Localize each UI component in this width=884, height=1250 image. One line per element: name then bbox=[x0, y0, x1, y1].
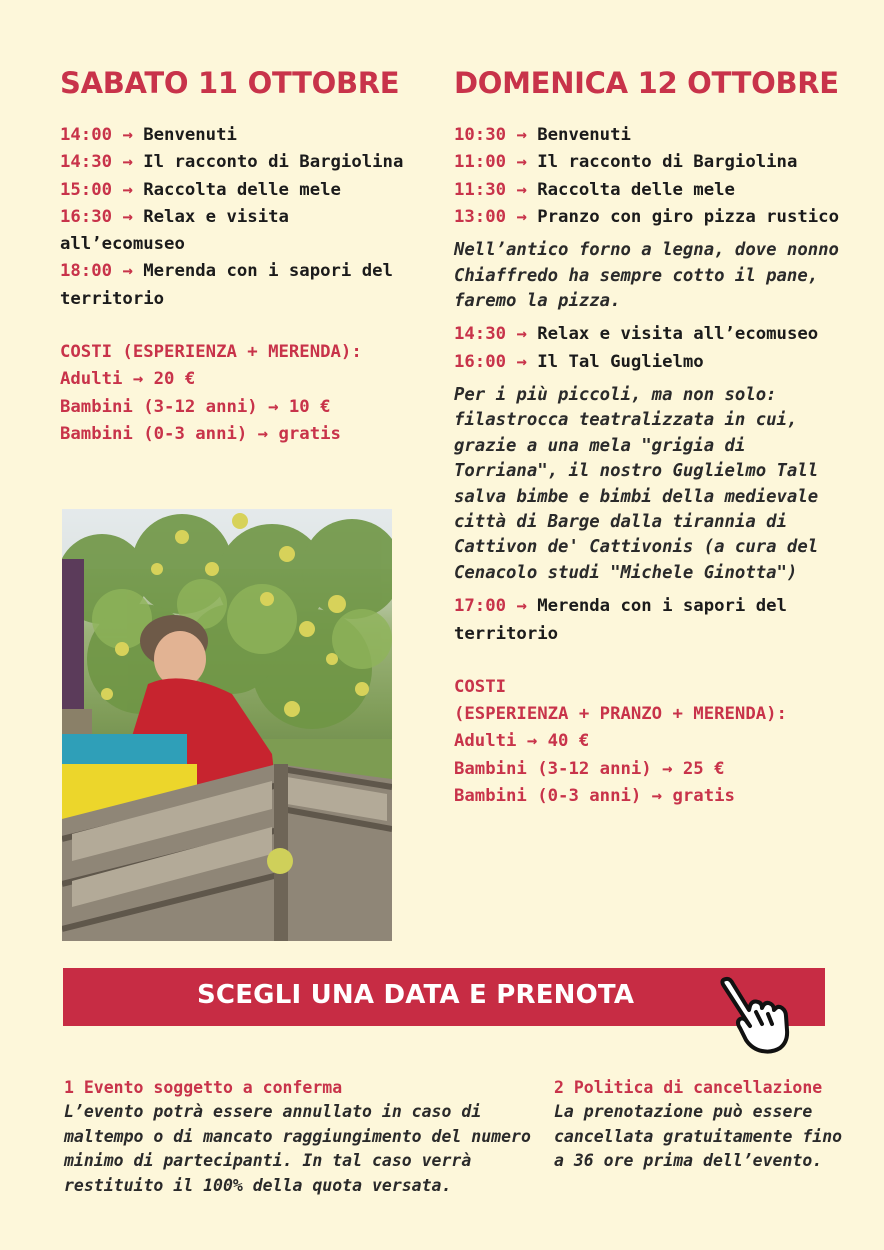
sunday-column bbox=[454, 66, 854, 810]
booking-banner-label[interactable]: SCEGLI UNA DATA E PRENOTA bbox=[197, 980, 635, 1010]
schedule-item: 15:00 → Raccolta delle mele bbox=[60, 179, 341, 200]
schedule-item: 14:30 → Relax e visita all’ecomuseo bbox=[454, 324, 819, 345]
pointing-hand-icon[interactable] bbox=[716, 976, 802, 1054]
schedule-item: 14:00 → Benvenuti bbox=[60, 125, 237, 145]
cost-line: Bambini (0-3 anni) → gratis bbox=[454, 786, 735, 807]
schedule-item: 10:30 → Benvenuti bbox=[454, 125, 631, 145]
saturday-costs bbox=[60, 339, 410, 448]
costs-heading-detail: (ESPERIENZA + PRANZO + MERENDA): bbox=[454, 704, 787, 725]
guglielmo-note: Per i più piccoli, ma non solo: filastrocca teatralizzata in cui, grazie a una mela "grigia di Torriana", il nostro Guglielmo Tall salva bimbe e bimbi della medievale città di Barge dalla tirannia di Cattivon de' Cattivonis (a cura del Cenacolo studi "Michele Ginotta") bbox=[454, 385, 819, 583]
schedule-item: 16:00 → Il Tal Guglielmo bbox=[454, 351, 704, 372]
event-confirmation-title: 1 Evento soggetto a conferma bbox=[64, 1078, 343, 1097]
schedule-item: 11:00 → Il racconto di Bargiolina bbox=[454, 152, 798, 173]
apple-harvest-photo bbox=[62, 509, 392, 941]
cost-line: Adulti → 40 € bbox=[454, 731, 590, 752]
schedule-item: 13:00 → Pranzo con giro pizza rustico bbox=[454, 206, 839, 227]
schedule-item: 17:00 → Merenda con i sapori del territorio bbox=[454, 596, 787, 644]
cancellation-policy-title: 2 Politica di cancellazione bbox=[554, 1078, 823, 1097]
event-confirmation-note bbox=[64, 1076, 544, 1198]
cancellation-policy-body: La prenotazione può essere cancellata gratuitamente fino a 36 ore prima dell’evento. bbox=[554, 1102, 843, 1170]
sunday-title: DOMENICA 12 OTTOBRE bbox=[454, 66, 839, 100]
pizza-note: Nell’antico forno a legna, dove nonno Chiaffredo ha sempre cotto il pane, faremo la pizza. bbox=[454, 240, 839, 311]
schedule-item: 11:30 → Raccolta delle mele bbox=[454, 179, 735, 200]
schedule-item: 14:30 → Il racconto di Bargiolina bbox=[60, 152, 404, 173]
photo-illustration bbox=[62, 509, 392, 941]
cost-line: Bambini (0-3 anni) → gratis bbox=[60, 423, 341, 444]
cost-line: Bambini (3-12 anni) → 10 € bbox=[60, 396, 331, 417]
cost-line: Adulti → 20 € bbox=[60, 369, 196, 390]
costs-heading: COSTI bbox=[454, 676, 507, 697]
event-confirmation-body: L’evento potrà essere annullato in caso di maltempo o di mancato raggiungimento del numero minimo di partecipanti. In tal caso verrà restituito il 100% della quota versata. bbox=[64, 1102, 531, 1195]
saturday-title: SABATO 11 OTTOBRE bbox=[60, 66, 400, 100]
cancellation-policy-note bbox=[554, 1076, 854, 1174]
booking-banner[interactable] bbox=[63, 968, 825, 1026]
schedule-item: 18:00 → Merenda con i sapori del territorio bbox=[60, 261, 393, 309]
saturday-column bbox=[60, 66, 410, 448]
saturday-schedule bbox=[60, 122, 410, 313]
cost-line: Bambini (3-12 anni) → 25 € bbox=[454, 758, 725, 779]
schedule-item: 16:30 → Relax e visita all’ecomuseo bbox=[60, 206, 289, 255]
costs-heading: COSTI (ESPERIENZA + MERENDA): bbox=[60, 342, 362, 363]
sunday-costs bbox=[454, 674, 854, 810]
